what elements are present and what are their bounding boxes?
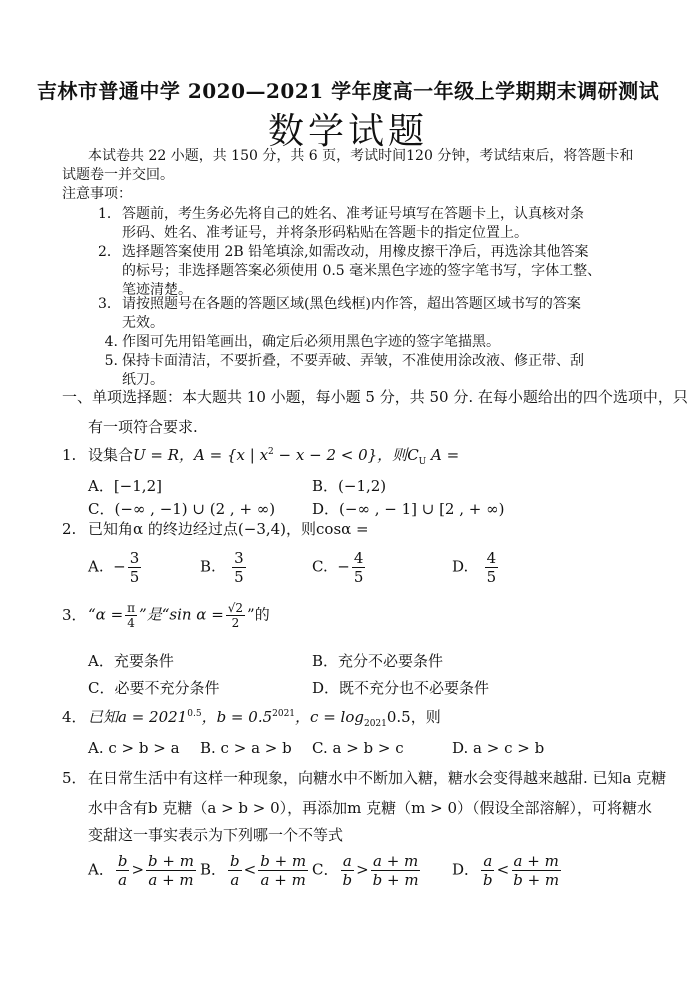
- q5-option-b: B． $\frac{b}{a}$ < $\frac{b + m}{a + m}$: [200, 852, 307, 889]
- q1-option-a: A．[−1,2]: [88, 477, 162, 495]
- exam-title: 吉林市普通中学 2020—2021 学年度高一年级上学期期末调研测试: [36, 79, 660, 103]
- note-2: 2．选择题答案使用 2B 铅笔填涂,如需改动，用橡皮擦干净后，再选涂其他答案 的标号；非选择题答案必须使用 0.5 毫米黑色字迹的签字笔书写，字体工整、 笔迹清楚。: [98, 244, 602, 298]
- q4-option-a: A. c > b > a: [88, 739, 180, 757]
- exam-intro: 本试卷共 22 小题，共 150 分，共 6 页，考试时间120 分钟，考试结束后，将答题卡和试题卷一并交回。: [62, 148, 634, 183]
- note-3: 3．请按照题号在各题的答题区域(黑色线框)内作答，超出答题区域书写的答案 无效。: [98, 296, 581, 331]
- question-3: 3．“α = $\frac{\pi}{4}$ ”是“sin α = $\frac{√2}{2}$ ”的: [62, 601, 270, 630]
- question-1: 1. 设集合U = R，A = {x | $x^2 - x - 2 < 0$}，则$C_U$ A =: [62, 446, 460, 467]
- q5-option-a: A． $\frac{b}{a}$ > $\frac{b + m}{a + m}$: [88, 852, 194, 889]
- question-5-line-3: 变甜这一事实表示为下列哪一个不等式: [88, 826, 344, 844]
- q4-option-c: C. a > b > c: [312, 739, 404, 757]
- q2-option-a: A. − $\frac{3}{5}$: [88, 549, 140, 586]
- question-5: 5．在日常生活中有这样一种现象，向糖水中不断加入糖，糖水会变得越来越甜. 已知a 克糖: [62, 769, 667, 787]
- q3-option-c: C．必要不充分条件: [88, 679, 220, 697]
- q2-option-c: C. − $\frac{4}{5}$: [312, 549, 364, 586]
- q2-option-d: D. $\frac{4}{5}$: [452, 549, 497, 586]
- notes-heading: 注意事项：: [62, 186, 132, 202]
- note-1: 1．答题前，考生务必先将自己的姓名、准考证号填写在答题卡上，认真核对条 形码、姓名、准考证号，并将条形码粘贴在答题卡的指定位置上。: [98, 206, 584, 241]
- q4-option-d: D. a > c > b: [452, 739, 545, 757]
- question-4: 4．已知$a = 2021^{0.5}$，$b = 0.5^{2021}$，$c = \log_{2021}0.5$，则: [62, 708, 441, 729]
- q3-option-d: D．既不充分也不必要条件: [312, 679, 490, 697]
- q1-option-d: D．(−∞ , − 1] ∪ [2 , + ∞): [312, 500, 505, 518]
- q5-option-c: C． $\frac{a}{b}$ > $\frac{a + m}{b + m}$: [312, 852, 419, 889]
- exam-subtitle: 数学试题: [267, 111, 428, 152]
- question-5-line-2: 水中含有b 克糖（a > b > 0），再添加m 克糖（m > 0）（假设全部溶解），可将糖水: [88, 799, 653, 817]
- note-5: 5. 保持卡面清洁，不要折叠，不要弄破、弄皱，不准使用涂改液、修正带、刮 纸刀。: [104, 353, 584, 388]
- question-2: 2. 已知角α 的终边经过点(−3,4)，则cosα =: [62, 520, 369, 538]
- q1-option-b: B．(−1,2): [312, 477, 387, 495]
- q2-option-b: B. $\frac{3}{5}$: [200, 549, 244, 586]
- q1-option-c: C．(−∞ , −1) ∪ (2 , + ∞): [88, 500, 276, 518]
- q5-option-d: D． $\frac{a}{b}$ < $\frac{a + m}{b + m}$: [452, 852, 560, 889]
- q3-option-b: B．充分不必要条件: [312, 652, 444, 670]
- note-4: 4. 作图可先用铅笔画出，确定后必须用黑色字迹的签字笔描黑。: [104, 334, 500, 350]
- section-header: 一、单项选择题：本大题共 10 小题，每小题 5 分，共 50 分. 在每小题给出的四个选项中，只 有一项符合要求.: [62, 388, 688, 436]
- q4-option-b: B. c > a > b: [200, 739, 292, 757]
- q3-option-a: A．充要条件: [88, 652, 174, 670]
